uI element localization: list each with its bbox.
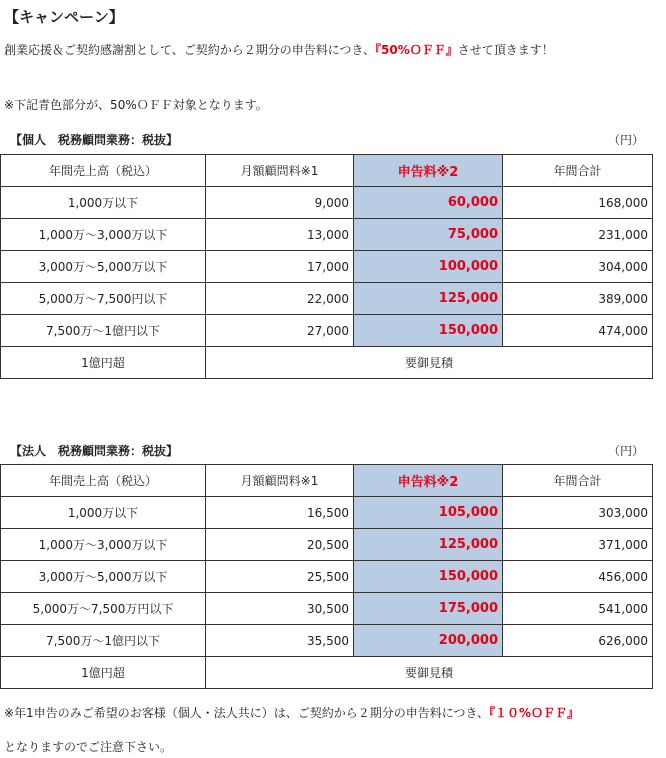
cell-total: 474,000: [503, 315, 653, 347]
cell-total: 626,000: [503, 625, 653, 657]
intro-prefix: 創業応援＆ご契約感謝割として、ご契約から２期分の申告料につき、: [4, 43, 376, 57]
footer-note: [4, 704, 579, 721]
cell-range: 7,500万～1億円以下: [1, 625, 206, 657]
cell-total: 168,000: [503, 187, 653, 219]
individual-fee-table: [0, 154, 653, 379]
individual-unit-label: （円）: [607, 133, 644, 147]
cell-monthly: 22,000: [206, 283, 354, 315]
cell-quote: 要御見積: [206, 347, 653, 379]
cell-total: 231,000: [503, 219, 653, 251]
cell-range: 7,500万～1億円以下: [1, 315, 206, 347]
cell-range: 3,000万～5,000万以下: [1, 561, 206, 593]
corporate-unit-label: （円）: [607, 444, 644, 458]
table-row: [1, 625, 653, 657]
cell-range: 1,000万以下: [1, 497, 206, 529]
header-monthly-fee: 月額顧問料※1: [206, 155, 354, 187]
table-row: [1, 561, 653, 593]
cell-range: 1,000万～3,000万以下: [1, 219, 206, 251]
table-row: [1, 251, 653, 283]
cell-monthly: 17,000: [206, 251, 354, 283]
cell-monthly: 25,500: [206, 561, 354, 593]
cell-range: 1,000万以下: [1, 187, 206, 219]
header-annual-total: 年間合計: [503, 155, 653, 187]
header-annual-sales: 年間売上高（税込）: [1, 155, 206, 187]
cell-range: 5,000万～7,500万円以下: [1, 593, 206, 625]
cell-filing: 175,000: [354, 593, 503, 625]
cell-monthly: 16,500: [206, 497, 354, 529]
header-annual-sales: 年間売上高（税込）: [1, 465, 206, 497]
cell-total: 389,000: [503, 283, 653, 315]
cell-monthly: 35,500: [206, 625, 354, 657]
cell-range: 1億円超: [1, 657, 206, 689]
cell-range: 5,000万～7,500円以下: [1, 283, 206, 315]
table-row: [1, 219, 653, 251]
cell-total: 541,000: [503, 593, 653, 625]
cell-filing: 150,000: [354, 315, 503, 347]
cell-monthly: 27,000: [206, 315, 354, 347]
cell-range: 3,000万～5,000万以下: [1, 251, 206, 283]
header-monthly-fee: 月額顧問料※1: [206, 465, 354, 497]
corporate-section-title: 【法人 税務顧問業務：税抜】: [10, 444, 179, 458]
header-annual-total: 年間合計: [503, 465, 653, 497]
cell-total: 456,000: [503, 561, 653, 593]
table-row: [1, 529, 653, 561]
footer-prefix: ※年1申告のみご希望のお客様（個人・法人共に）は、ご契約から２期分の申告料につき、: [4, 706, 489, 720]
cell-range: 1,000万～3,000万以下: [1, 529, 206, 561]
cell-quote: 要御見積: [206, 657, 653, 689]
cell-filing: 100,000: [354, 251, 503, 283]
corporate-fee-table: [0, 464, 653, 689]
cell-total: 371,000: [503, 529, 653, 561]
table-header-row: [1, 155, 653, 187]
table-row: [1, 283, 653, 315]
cell-filing: 200,000: [354, 625, 503, 657]
cell-filing: 150,000: [354, 561, 503, 593]
discount-note: ※下記青色部分が、50%ＯＦＦ対象となります。: [4, 98, 268, 112]
cell-filing: 125,000: [354, 283, 503, 315]
cell-monthly: 9,000: [206, 187, 354, 219]
table-row: [1, 315, 653, 347]
intro-discount-highlight: 『50%ＯＦＦ』: [375, 43, 458, 57]
footer-discount-highlight: 『１０%ＯＦＦ』: [488, 706, 580, 720]
footer-caution: となりますのでご注意下さい。: [4, 740, 173, 754]
cell-range: 1億円超: [1, 347, 206, 379]
cell-monthly: 13,000: [206, 219, 354, 251]
table-header-row: [1, 465, 653, 497]
individual-section-title: 【個人 税務顧問業務：税抜】: [10, 133, 179, 147]
table-row-quote: [1, 347, 653, 379]
table-row: [1, 593, 653, 625]
intro-text: [4, 41, 554, 58]
cell-filing: 125,000: [354, 529, 503, 561]
cell-filing: 60,000: [354, 187, 503, 219]
cell-filing: 75,000: [354, 219, 503, 251]
cell-total: 303,000: [503, 497, 653, 529]
intro-suffix: させて頂きます！: [457, 43, 554, 57]
table-row: [1, 187, 653, 219]
header-filing-fee: 申告料※2: [354, 155, 503, 187]
table-row: [1, 497, 653, 529]
cell-filing: 105,000: [354, 497, 503, 529]
cell-monthly: 20,500: [206, 529, 354, 561]
table-row-quote: [1, 657, 653, 689]
cell-monthly: 30,500: [206, 593, 354, 625]
campaign-title: 【キャンペーン】: [4, 8, 124, 26]
cell-total: 304,000: [503, 251, 653, 283]
header-filing-fee: 申告料※2: [354, 465, 503, 497]
